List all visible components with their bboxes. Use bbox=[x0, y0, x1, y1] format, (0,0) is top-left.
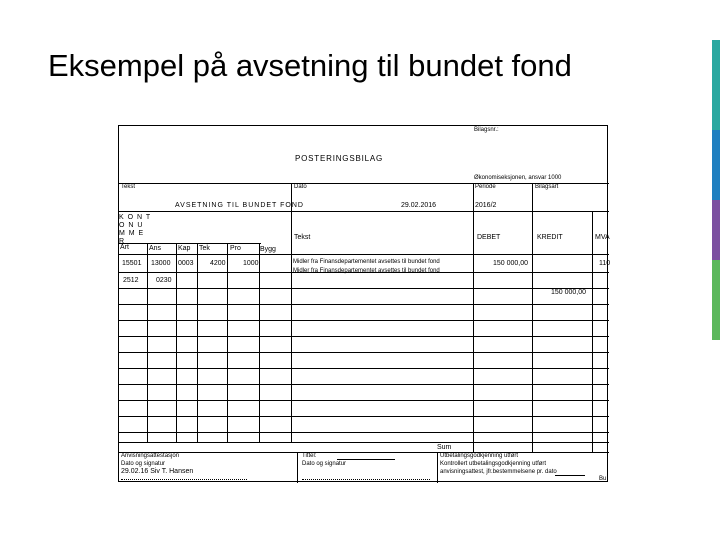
voucher-number-label: Bilagsnr.: bbox=[474, 127, 499, 133]
footer-left-line2: Dato og signatur bbox=[121, 461, 166, 467]
accent-bar-teal bbox=[712, 40, 720, 130]
tekst-header-label: Tekst bbox=[121, 184, 136, 190]
footer-mid-line2: Dato og signatur bbox=[302, 461, 347, 467]
accent-bar-green bbox=[712, 260, 720, 340]
row1-mva: 110 bbox=[599, 260, 611, 267]
bilagsart-label: Bilagsart bbox=[535, 184, 559, 190]
col-mva-header: MVA bbox=[595, 234, 610, 241]
col-tekst-header: Tekst bbox=[294, 234, 311, 241]
row2-kredit: 150 000,00 bbox=[551, 289, 587, 296]
periode-label: Periode bbox=[475, 184, 496, 190]
col-debet-header: DEBET bbox=[477, 234, 501, 241]
col-pro-header: Pro bbox=[230, 245, 241, 252]
row1-kap: 0003 bbox=[178, 260, 194, 267]
col-ans-header: Ans bbox=[149, 245, 162, 252]
col-bygg-header: Bygg bbox=[260, 246, 276, 253]
slide-title: Eksempel på avsetning til bundet fond bbox=[48, 48, 572, 83]
sum-label: Sum bbox=[437, 444, 452, 451]
col-kredit-header: KREDIT bbox=[537, 234, 563, 241]
periode-value: 2016/2 bbox=[475, 202, 497, 209]
col-art-header: Art bbox=[120, 244, 129, 251]
accent-bar-blue bbox=[712, 130, 720, 200]
dato-value: 29.02.2016 bbox=[401, 202, 437, 209]
row2-ans: 0230 bbox=[156, 277, 172, 284]
footer-mid-title: Tittel: bbox=[302, 453, 317, 459]
footer-code: Bu bbox=[599, 476, 607, 482]
accent-bar-purple bbox=[712, 200, 720, 260]
footer-left-signature: 29.02.16 Siv T. Hansen bbox=[121, 468, 194, 475]
voucher-heading: POSTERINGSBILAG bbox=[295, 154, 384, 163]
row1-art: 15501 bbox=[122, 260, 142, 267]
row1-pro: 1000 bbox=[243, 260, 259, 267]
footer-right-line3: anvisningsattest, jfr.bestemmelsene pr. dato bbox=[440, 469, 557, 475]
kontonummer-label: K O N T O N U M M E R bbox=[119, 214, 152, 245]
footer-right-title: Utbetalingsgodkjenning utført bbox=[440, 453, 519, 459]
row1-ans: 13000 bbox=[151, 260, 171, 267]
col-kap-header: Kap bbox=[178, 245, 191, 252]
row2-art: 2512 bbox=[123, 277, 139, 284]
posting-voucher-form bbox=[118, 125, 611, 482]
unit-line: Økonomiseksjonen, ansvar 1000 bbox=[474, 175, 562, 181]
dato-label: Dato bbox=[294, 184, 307, 190]
footer-right-line2: Kontrollert utbetalingsgodkjenning utført bbox=[440, 461, 547, 467]
col-tek-header: Tek bbox=[199, 245, 210, 252]
row1-tekst: Midler fra Finansdepartementet avsettes til bundet fond bbox=[293, 259, 440, 265]
row1-debet: 150 000,00 bbox=[493, 260, 529, 267]
row2-tekst: Midler fra Finansdepartementet avsettes til bundet fond bbox=[293, 268, 440, 274]
footer-left-title: Anvisningsattestasjon bbox=[121, 453, 180, 459]
row1-tek: 4200 bbox=[210, 260, 226, 267]
tekst-header-value: AVSETNING TIL BUNDET FOND bbox=[175, 202, 304, 209]
